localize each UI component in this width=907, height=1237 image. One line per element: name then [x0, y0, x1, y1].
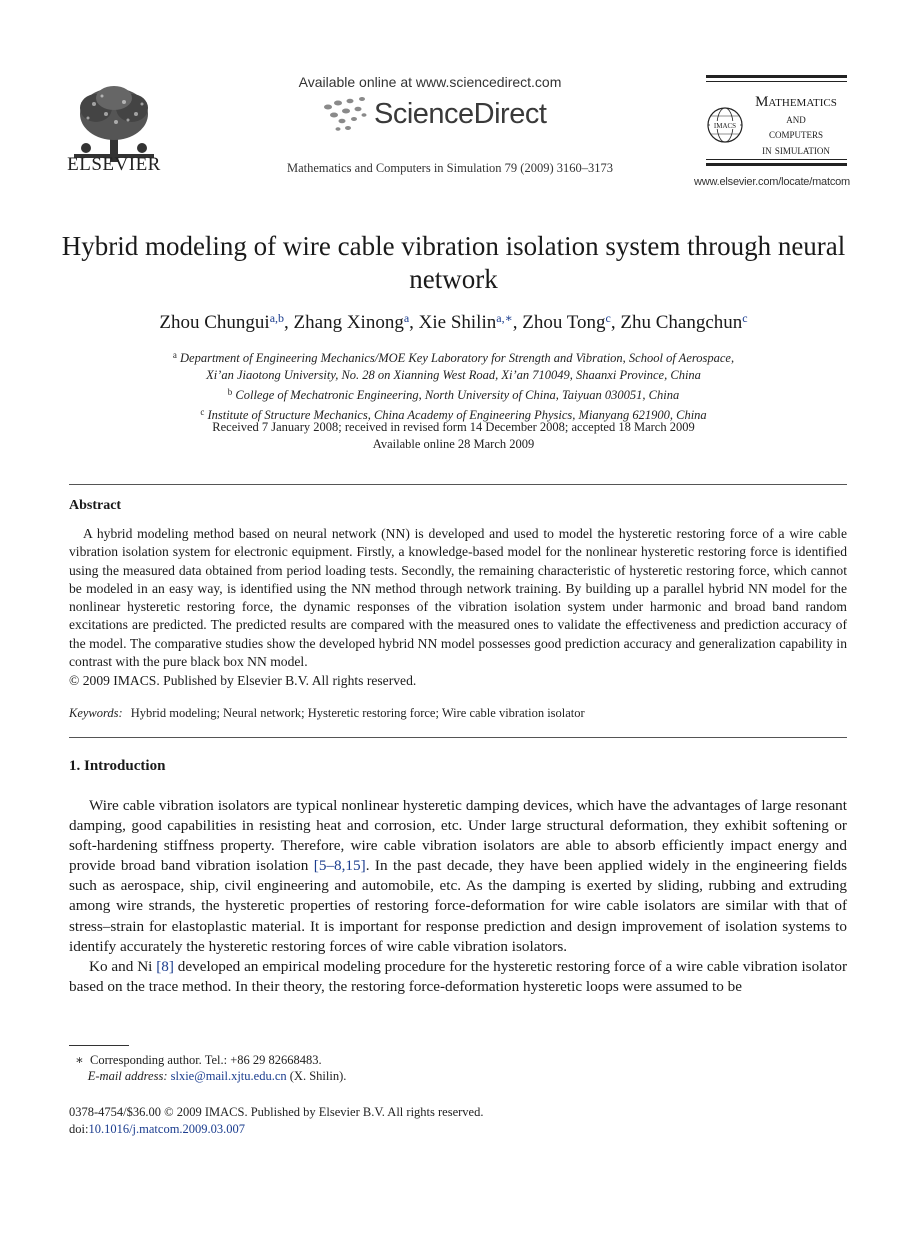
section-divider: [69, 484, 847, 485]
footnote-rule: [69, 1045, 129, 1046]
keywords-list: Hybrid modeling; Neural network; Hysteretic restoring force; Wire cable vibration isolator: [130, 706, 585, 720]
journal-logo-rule: [706, 75, 847, 78]
author-name: Zhang Xinong: [293, 312, 404, 333]
author-name: Zhou Tong: [522, 312, 606, 333]
paragraph-text: . In the past decade, they have been applied widely in the engineering fields such as aerospace, ship, civil engineering and automobile, etc. As the damping is exerted by sliding, rubbing and extruding among wire strands, the hysteretic properties of restoring force-deformation for wire cable isolators are similar with that of stress–strain for elastoplastic material. It is important for response prediction and design improvement of isolation systems to identify accurately the hysteretic restoring forces of wire cable vibration isolators.: [69, 857, 847, 955]
received-dates: Received 7 January 2008; received in revised form 14 December 2008; accepted 18 March 2009: [212, 420, 695, 434]
affiliation-mark: c: [200, 407, 205, 417]
introduction-body: [69, 796, 847, 997]
copyright-notice: © 2009 IMACS. Published by Elsevier B.V. All rights reserved.: [69, 673, 417, 688]
corresponding-text: Corresponding author. Tel.: +86 29 82668483.: [90, 1053, 322, 1067]
affiliation-text: Department of Engineering Mechanics/MOE Key Laboratory for Strength and Vibration, School of Aerospace,: [180, 351, 735, 365]
publisher-name: ELSEVIER: [67, 154, 161, 175]
doi-line: [69, 1122, 245, 1137]
author-affil-link[interactable]: a,b: [269, 311, 285, 325]
journal-logo-rule: [706, 159, 847, 160]
journal-logo-rule: [706, 81, 847, 82]
journal-logo-line: in simulation: [762, 141, 830, 157]
doi-label: doi:: [69, 1122, 89, 1136]
email-link[interactable]: slxie@mail.xjtu.edu.cn: [170, 1069, 287, 1083]
abstract-text: A hybrid modeling method based on neural network (NN) is developed and used to model the hysteretic restoring force of a wire cable vibration isolation system for electronic equipment. Firstly, a knowledge-based model for the nonlinear hysteretic restoring force is identified using the measured data obtained from period loading tests. Secondly, the remaining characteristic of hysteretic restoring force, which cannot be modeled in an easy way, is identified using the NN method through network training. By building up a parallel hybrid NN model for the nonlinear hysteretic restoring force, the dynamic responses of the vibration isolation system under harmonic and broad band random excitations are predicted. The predicted results are compared with the measured ones to validate the effectiveness and prediction accuracy of the model. The comparative studies show the developed hybrid NN model possesses good prediction accuracy and generalization capability in contrast with the pure black box NN model.: [69, 526, 847, 670]
article-title: Hybrid modeling of wire cable vibration isolation system through neural network: [61, 231, 846, 294]
abstract-body: [69, 525, 847, 671]
journal-logo-line: Mathematics: [755, 94, 837, 110]
email-footnote: [69, 1069, 346, 1084]
affiliation-text: Xi’an Jiaotong University, No. 28 on Xianning West Road, Xi’an 710049, Shaanxi Province, China: [206, 368, 701, 382]
imacs-badge-text: IMACS: [713, 122, 737, 130]
citation-link[interactable]: [5–8,15]: [313, 857, 366, 875]
author-sep: ,: [284, 312, 294, 333]
affiliation-item: [40, 384, 867, 404]
author-list: [40, 311, 867, 334]
section-divider: [69, 737, 847, 738]
author-sep: ,: [409, 312, 419, 333]
author-sep: ,: [512, 312, 523, 333]
author-affil-link[interactable]: c: [605, 311, 611, 325]
paragraph: [69, 957, 847, 997]
journal-logo-title: [740, 95, 852, 157]
author-sep: ,: [610, 312, 621, 333]
footnote-star: ∗: [75, 1053, 84, 1067]
author-affil-link[interactable]: c: [742, 311, 748, 325]
affiliation-item: [40, 347, 867, 367]
author-affil-link[interactable]: a,∗: [496, 311, 513, 325]
keywords-label: Keywords:: [69, 706, 123, 720]
paragraph-text: developed an empirical modeling procedure for the hysteretic restoring force of a wire cable vibration isolator based on the trace method. In their theory, the restoring force-deformation hysteretic loops were assumed to be: [69, 957, 847, 995]
affiliation-mark: a: [172, 350, 177, 360]
paragraph: [69, 796, 847, 957]
keywords: [69, 706, 585, 721]
author-name: Zhu Changchun: [620, 312, 743, 333]
imacs-globe-icon: [705, 105, 745, 145]
email-suffix: (X. Shilin).: [286, 1069, 347, 1083]
affiliation-text: College of Mechatronic Engineering, North University of China, Taiyuan 030051, China: [235, 388, 680, 402]
abstract-heading: Abstract: [69, 498, 122, 513]
journal-logo-line: and: [786, 110, 806, 126]
corresponding-author-footnote: [69, 1052, 322, 1068]
sciencedirect-logo[interactable]: ScienceDirect: [374, 98, 547, 130]
author-affil-link[interactable]: a: [403, 311, 410, 325]
doi-link[interactable]: 10.1016/j.matcom.2009.03.007: [88, 1122, 246, 1136]
affiliations: [40, 347, 867, 424]
paragraph-text: Ko and Ni: [89, 957, 157, 975]
author-name: Zhou Chungui: [159, 312, 270, 333]
article-dates: [40, 419, 867, 453]
journal-reference: Mathematics and Computers in Simulation 79 (2009) 3160–3173: [286, 161, 613, 175]
journal-logo-rule: [706, 163, 847, 166]
paragraph-text: Wire cable vibration isolators are typical nonlinear hysteretic damping devices, which have the advantages of large resonant damping, good capabilities in resisting heat and corrosion, etc. Under large structural deformation, they exhibit softening or soft-hardening stiffness property. Therefore, wire cable vibration isolators are able to absorb efficiently impact energy and provide broad band vibration isolation: [69, 797, 847, 875]
citation-link[interactable]: [8]: [156, 957, 174, 975]
available-date: Available online 28 March 2009: [372, 437, 535, 451]
affiliation-mark: b: [227, 387, 233, 397]
journal-logo-line: computers: [768, 126, 823, 141]
available-online-text[interactable]: Available online at www.sciencedirect.com: [298, 74, 562, 90]
issn-line: 0378-4754/$36.00 © 2009 IMACS. Published by Elsevier B.V. All rights reserved.: [69, 1105, 484, 1119]
affiliation-text: Institute of Structure Mechanics, China Academy of Engineering Physics, Mianyang 621900, China: [207, 408, 707, 422]
journal-url-link[interactable]: www.elsevier.com/locate/matcom: [694, 176, 850, 188]
email-label: E-mail address:: [87, 1069, 168, 1083]
author-name: Xie Shilin: [418, 312, 497, 333]
section-heading-introduction: 1. Introduction: [69, 758, 166, 774]
